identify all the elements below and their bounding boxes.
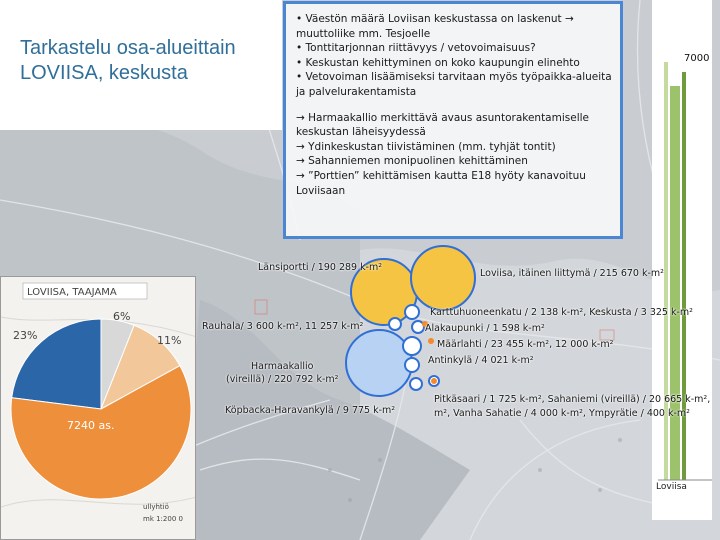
label-pitkasaari: Pitkäsaari / 1 725 k-m², Sahaniemi (vireillä) / 20 665 k-m²,	[434, 394, 711, 405]
bullet-item: • Tonttitarjonnan riittävyys / vetovoimaisuus?	[296, 42, 536, 55]
bubble-sahatie-dot	[428, 338, 434, 344]
bubble-antinkyla	[405, 358, 419, 372]
label-karttuhuone: Karttuhuoneenkatu / 2 138 k-m², Keskusta / 3 325 k-m²	[430, 307, 693, 318]
arrow-item: → ”Porttien” kehittämisen kautta E18 hyöty kanavoituu Loviisaan	[296, 169, 586, 197]
arrow-item: → Sahanniemen monipuolinen kehittäminen	[296, 155, 528, 168]
label-rauhala: Rauhala/ 3 600 k-m², 11 257 k-m²	[202, 321, 364, 332]
inset-header: LOVIISA, TAAJAMA	[27, 287, 117, 298]
inset-graphic	[1, 277, 196, 540]
label-maarlahti: Määrlahti / 23 455 k-m², 12 000 k-m²	[437, 339, 614, 350]
bubble-loviisa-liittyma	[411, 246, 475, 310]
label-alakaupunki: Alakaupunki / 1 598 k-m²	[425, 323, 545, 334]
bullet-item: • Vetovoiman lisäämiseksi tarvitaan myös työpaikka-alueita ja palvelurakentamista	[296, 71, 612, 98]
bar-place-label: Loviisa	[656, 482, 687, 492]
label-lansiportti: Länsiportti / 190 289 k-m²	[258, 262, 383, 273]
label-antinkyla: Antinkylä / 4 021 k-m²	[428, 355, 534, 366]
label-harmaakallio: Harmaakallio (vireillä) / 220 792 k-m²	[226, 361, 339, 385]
label-kopbacka: Köpbacka-Haravankylä / 9 775 k-m²	[225, 405, 396, 416]
bubble-rauhala	[389, 318, 401, 330]
inset-map-panel	[0, 276, 196, 540]
bullet-item: • Keskustan kehittyminen on koko kaupungin elinehto	[296, 56, 580, 69]
bubble-ympyratie-dot	[431, 378, 437, 384]
arrow-item: → Harmaakallio merkittävä avaus asuntorakentamiselle keskustan läheisyydessä	[296, 111, 589, 139]
label-vanha-sahatie: m², Vanha Sahatie / 4 000 k-m², Ympyrätie / 400 k-m²	[434, 408, 690, 419]
bubble-kopbacka	[410, 378, 422, 390]
bar-scale-label: 7000	[684, 53, 710, 64]
inset-footer-2: mk 1:200 0	[143, 515, 183, 523]
bubble-harmaakallio	[346, 330, 412, 396]
page-title: Tarkastelu osa-alueittain LOVIISA, keskusta	[20, 37, 236, 84]
arrow-item: → Ydinkeskustan tiivistäminen (mm. tyhjät tontit)	[296, 140, 556, 153]
pie-label-11: 11%	[157, 334, 182, 347]
pie-label-23: 23%	[13, 329, 38, 342]
bubble-alakaupunki	[412, 321, 424, 333]
bubble-karttuhuone	[405, 305, 419, 319]
inset-footer-1: ullyhtiö	[143, 503, 169, 511]
pie-label-6: 6%	[113, 310, 131, 323]
bubble-maarlahti	[403, 337, 421, 355]
pie-label-center: 7240 as.	[67, 419, 115, 432]
bullet-item: • Väestön määrä Loviisan keskustassa on laskenut → muuttoliike mm. Tesjoelle	[296, 13, 574, 40]
label-loviisa-liittyma: Loviisa, itäinen liittymä / 215 670 k-m²	[480, 268, 664, 279]
